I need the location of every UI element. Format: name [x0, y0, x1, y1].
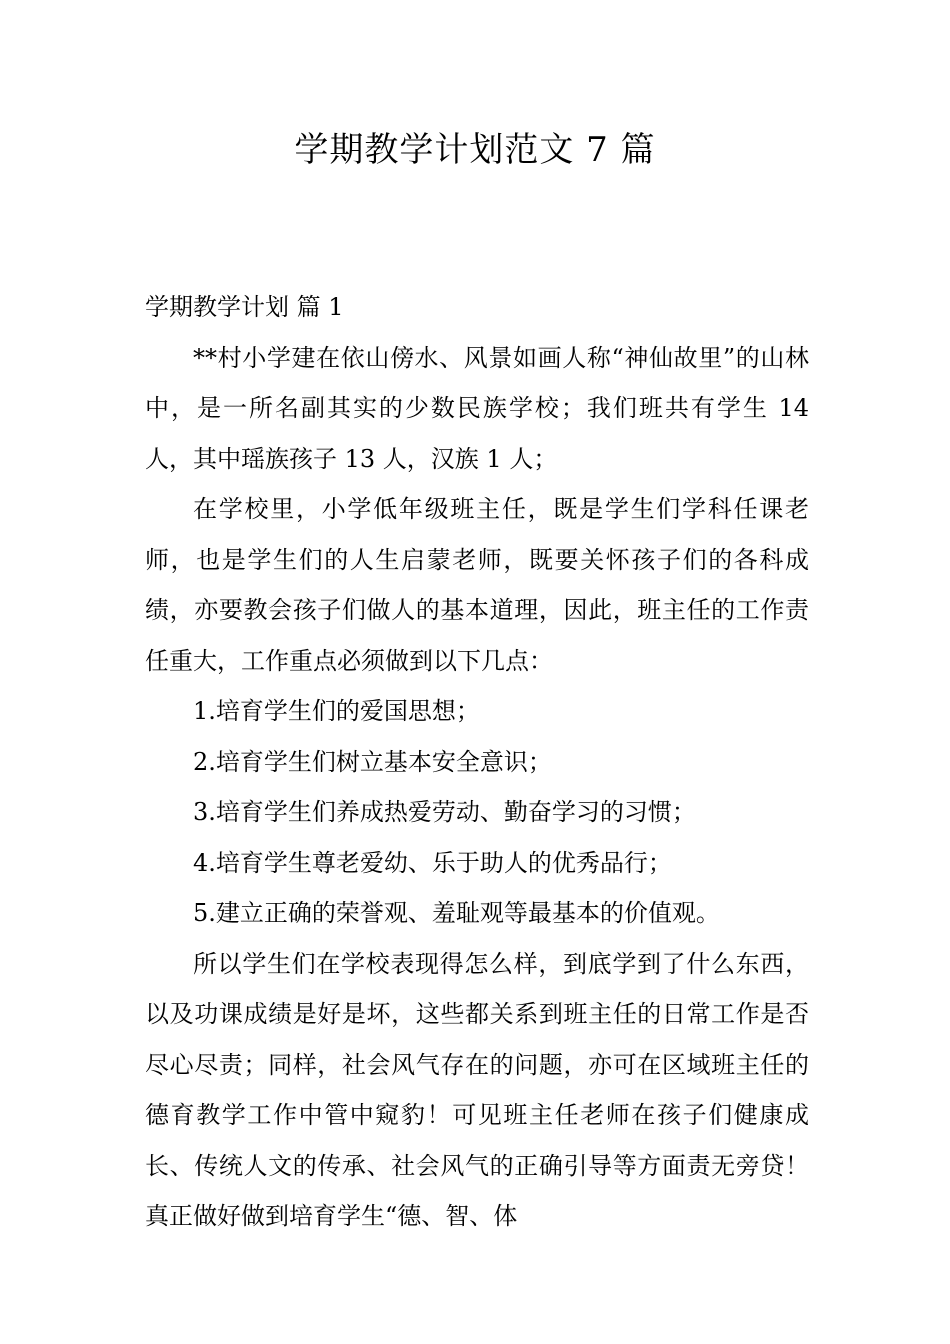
document-body [145, 282, 809, 1242]
paragraph-intro: **村小学建在依山傍水、风景如画人称“神仙故里”的山林中，是一所名副其实的少数民族学校；我们班共有学生 14 人，其中瑶族孩子 13 人，汉族 1 人； [145, 343, 809, 473]
paragraph-conclusion: 所以学生们在学校表现得怎么样，到底学到了什么东西，以及功课成绩是好是坏，这些都关系到班主任的日常工作是否尽心尽责；同样，社会风气存在的问题，亦可在区域班主任的德育教学工作中管中窥豹！可见班主任老师在孩子们健康成长、传统人文的传承、社会风气的正确引导等方面责无旁贷！真正做好做到培育学生“德、智、体 [145, 949, 809, 1230]
list-item-2: 2.培育学生们树立基本安全意识； [193, 747, 552, 776]
list-item-4: 4.培育学生尊老爱幼、乐于助人的优秀品行； [193, 848, 672, 877]
section-heading: 学期教学计划 篇 1 [145, 293, 344, 321]
list-item-5: 5.建立正确的荣誉观、羞耻观等最基本的价值观。 [193, 899, 720, 927]
paragraph-responsibility: 在学校里，小学低年级班主任，既是学生们学科任课老师，也是学生们的人生启蒙老师，既要关怀孩子们的各科成绩，亦要教会孩子们做人的基本道理，因此，班主任的工作责任重大，工作重点必须做到以下几点： [145, 495, 809, 675]
list-item-1: 1.培育学生们的爱国思想； [193, 697, 480, 725]
document-title: 学期教学计划范文 7 篇 [294, 130, 656, 170]
list-item-3: 3.培育学生们养成热爱劳动、勤奋学习的习惯； [193, 798, 696, 826]
